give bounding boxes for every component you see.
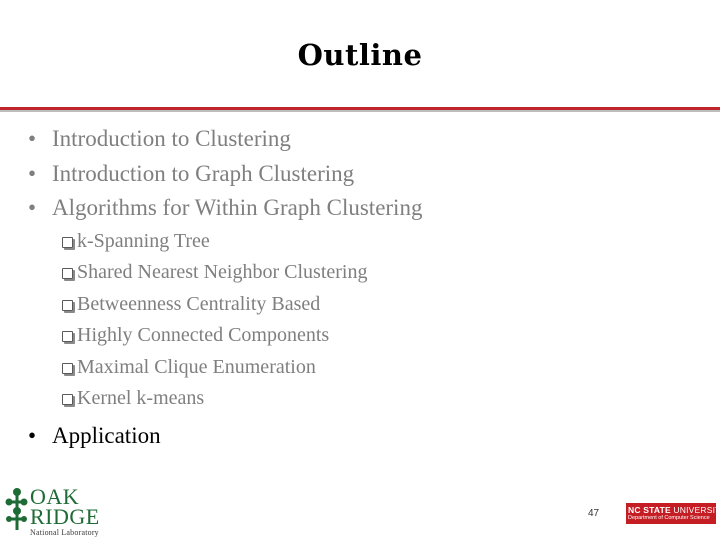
algorithms-sublist bbox=[28, 226, 422, 416]
outline-item-intro-graph-clustering: • Introduction to Graph Clustering bbox=[28, 157, 422, 192]
page-number: 47 bbox=[588, 508, 600, 519]
outline-list bbox=[28, 122, 422, 454]
bullet-icon: • bbox=[28, 126, 37, 151]
sub-item-clique-enum: Maximal Clique Enumeration bbox=[62, 352, 422, 384]
sub-item-k-spanning-tree: k-Spanning Tree bbox=[62, 226, 422, 258]
bullet-icon: • bbox=[28, 195, 37, 220]
sub-item-betweenness: Betweenness Centrality Based bbox=[62, 289, 422, 321]
bullet-icon: • bbox=[28, 423, 37, 449]
checkbox-bullet-icon bbox=[62, 363, 73, 374]
checkbox-bullet-icon bbox=[62, 394, 73, 405]
slide-title: Outline bbox=[297, 38, 423, 72]
outline-item-algorithms: • Algorithms for Within Graph Clustering k-Spanning Tree Shared Nearest Neighbor Clustering Betweenness Centrality Based Highly Connected Components Maximal Clique Enumeration Kernel k-means bbox=[28, 191, 422, 415]
checkbox-bullet-icon bbox=[62, 331, 73, 342]
sub-item-kernel-kmeans: Kernel k-means bbox=[62, 383, 422, 415]
ncsu-logo: NC STATE UNIVERSITY Department of Computer Science bbox=[626, 503, 716, 524]
checkbox-bullet-icon bbox=[62, 268, 73, 279]
sub-item-hcs: Highly Connected Components bbox=[62, 320, 422, 352]
checkbox-bullet-icon bbox=[62, 300, 73, 311]
title-rule-grey bbox=[0, 110, 720, 112]
ornl-logo: OAK RIDGE National Laboratory bbox=[30, 484, 100, 537]
bullet-icon: • bbox=[28, 160, 37, 186]
outline-item-application: • Application bbox=[28, 419, 422, 454]
sub-item-snn-clustering: Shared Nearest Neighbor Clustering bbox=[62, 257, 422, 289]
outline-item-intro-clustering: • Introduction to Clustering bbox=[28, 122, 422, 157]
checkbox-bullet-icon bbox=[62, 237, 73, 248]
